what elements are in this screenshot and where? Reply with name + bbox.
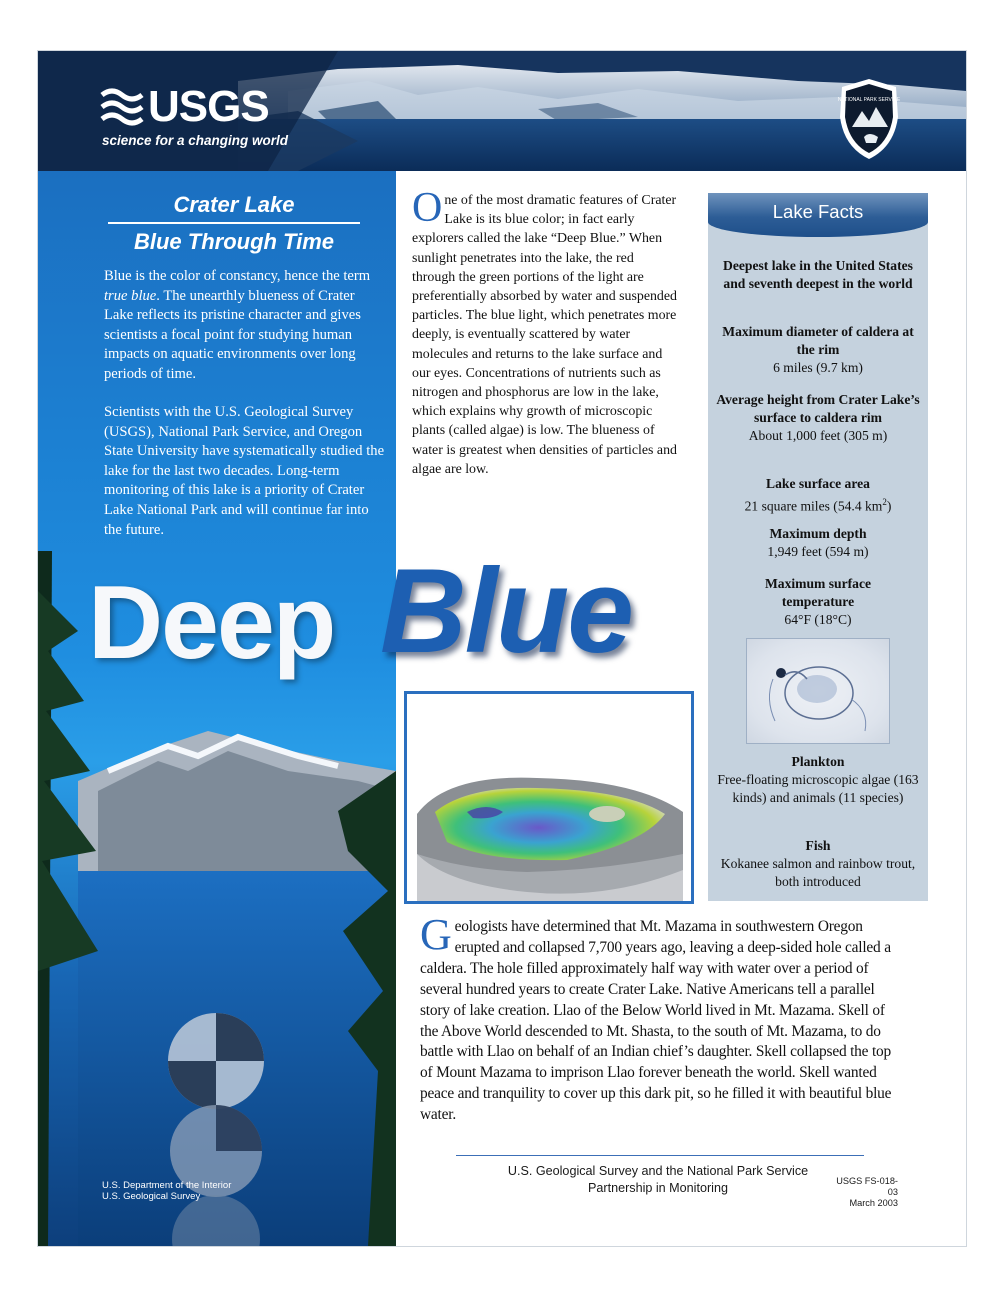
- footer-line-1: U.S. Geological Survey and the National Park Service: [507, 1164, 809, 1178]
- intro-article: [412, 185, 678, 479]
- sidebar-paragraph-2: Scientists with the U.S. Geological Survey (USGS), National Park Service, and Oregon State University have systematically studied the lake for the last two decades. Long-term monitoring of this lake is a priority of Crater Lake National Park and will continue far into the future.: [104, 404, 385, 538]
- fact-plankton-label: Plankton: [791, 754, 845, 769]
- fact-area-label: Lake surface area: [766, 476, 870, 491]
- fact-depth-value: 1,949 feet (594 m): [767, 544, 869, 559]
- fact-fish-value: Kokanee salmon and rainbow trout, both introduced: [720, 856, 916, 889]
- fact-diameter-label: Maximum diameter of caldera at the rim: [722, 324, 914, 357]
- usgs-wave-icon: [100, 85, 144, 133]
- para1-text-a: Blue is the color of constancy, hence the term: [104, 268, 371, 284]
- lake-facts-panel: [708, 193, 928, 901]
- fact-plankton: [714, 753, 922, 807]
- fact-deepest: [714, 257, 922, 293]
- sidebar-title: [108, 189, 360, 258]
- intro-dropcap: O: [412, 185, 443, 231]
- lake-facts-title: Lake Facts: [772, 201, 864, 222]
- fact-area: [714, 475, 922, 516]
- fact-fish-label: Fish: [805, 838, 831, 853]
- geology-article: [420, 910, 900, 1126]
- plankton-photo: [746, 638, 890, 744]
- fact-diameter-value: 6 miles (9.7 km): [773, 360, 863, 375]
- footer-divider: [456, 1155, 864, 1156]
- geology-dropcap: G: [420, 910, 452, 959]
- nps-arrowhead-icon: [838, 77, 900, 161]
- para1-emphasis: true blue: [104, 287, 157, 304]
- para1-text-b: . The unearthly blueness of Crater Lake reflects its pristine character and gives scientists a focal point for studying human impacts on aquatic environments over long periods of time.: [104, 287, 361, 382]
- sidebar-title-line1: Crater Lake: [173, 192, 295, 217]
- publication-date: March 2003: [849, 1198, 898, 1208]
- blue-headline: Blue: [380, 544, 633, 678]
- footer-line-2: Partnership in Monitoring: [587, 1181, 728, 1195]
- fact-fish: [714, 837, 922, 891]
- usgs-wordmark: USGS: [148, 82, 269, 131]
- fact-temperature-value: 64°F (18°C): [784, 612, 852, 627]
- agency-credit: [102, 1180, 231, 1202]
- fact-height-value: About 1,000 feet (305 m): [748, 428, 888, 443]
- publication-id: USGS FS-018-03: [836, 1176, 898, 1197]
- header-banner: [38, 51, 966, 171]
- sunlight-disk-graphic: [168, 1013, 264, 1246]
- fact-temperature: [714, 575, 922, 629]
- footer-partnership: [478, 1163, 838, 1197]
- agency-line-2: U.S. Geological Survey: [102, 1191, 201, 1202]
- fact-plankton-value: Free-floating microscopic algae (163 kinds) and animals (11 species): [717, 772, 919, 805]
- caldera-bathymetry-image: [404, 691, 694, 904]
- nps-badge-label: NATIONAL PARK SERVICE: [838, 97, 900, 103]
- geology-text: eologists have determined that Mt. Mazama in southwestern Oregon erupted and collapsed 7,700 years ago, leaving a deep-sided hole called a caldera. The hole filled approximately half way with water over a period of several hundred years to create Crater Lake. Native Americans tell a parallel story of lake creation. Llao of the Below World lived in Mt. Mazama. Skell of the Above World descended to Mt. Shasta, to the south of Mt. Mazama, to do battle with Llao on behalf of an Indian chief’s daughter. Skell collapsed the top of Mount Mazama to imprison Llao forever beneath the world. Skell wanted peace and tranquility to cover up this dark pit, so he filled it with beautiful blue water.: [420, 918, 892, 1124]
- intro-text: ne of the most dramatic features of Crater Lake is its blue color; in fact early explorers called the lake “Deep Blue.” When sunlight penetrates into the lake, the red through the green portions of the light are preferentially absorbed by water and suspended particles. The blue light, which penetrates more deeply, is eventually scattered by water molecules and returns to the lake surface and our eyes. Concentrations of nutrients such as nitrogen and phosphorus are low in the lake, which explains why growth of microscopic plants (called algae) is low. The blueness of water is greatest when densities of particles and algae are low.: [412, 193, 677, 477]
- agency-line-1: U.S. Department of the Interior: [102, 1180, 232, 1191]
- publication-info: [828, 1176, 898, 1209]
- fact-diameter: [714, 323, 922, 377]
- left-sidebar: [38, 171, 396, 1246]
- fact-area-value: 21 square miles (54.4 km: [744, 498, 883, 514]
- fact-temperature-label: Maximum surface temperature: [764, 576, 872, 609]
- fact-deepest-label: Deepest lake in the United States and seventh deepest in the world: [723, 258, 913, 291]
- fact-height: [714, 391, 922, 445]
- fact-area-close: ): [886, 498, 892, 514]
- fact-sheet-page: [37, 50, 967, 1247]
- usgs-logo[interactable]: [100, 81, 300, 156]
- fact-area-sup: 2: [882, 497, 887, 507]
- sidebar-paragraph-1: [104, 267, 386, 385]
- title-divider: [108, 222, 360, 224]
- fact-depth-label: Maximum depth: [769, 526, 867, 541]
- usgs-tagline: science for a changing world: [102, 133, 289, 148]
- deep-headline: Deep: [88, 565, 335, 681]
- sidebar-title-line2: Blue Through Time: [133, 229, 335, 254]
- fact-height-label: Average height from Crater Lake’s surface to caldera rim: [716, 392, 920, 425]
- fact-depth: [714, 525, 922, 561]
